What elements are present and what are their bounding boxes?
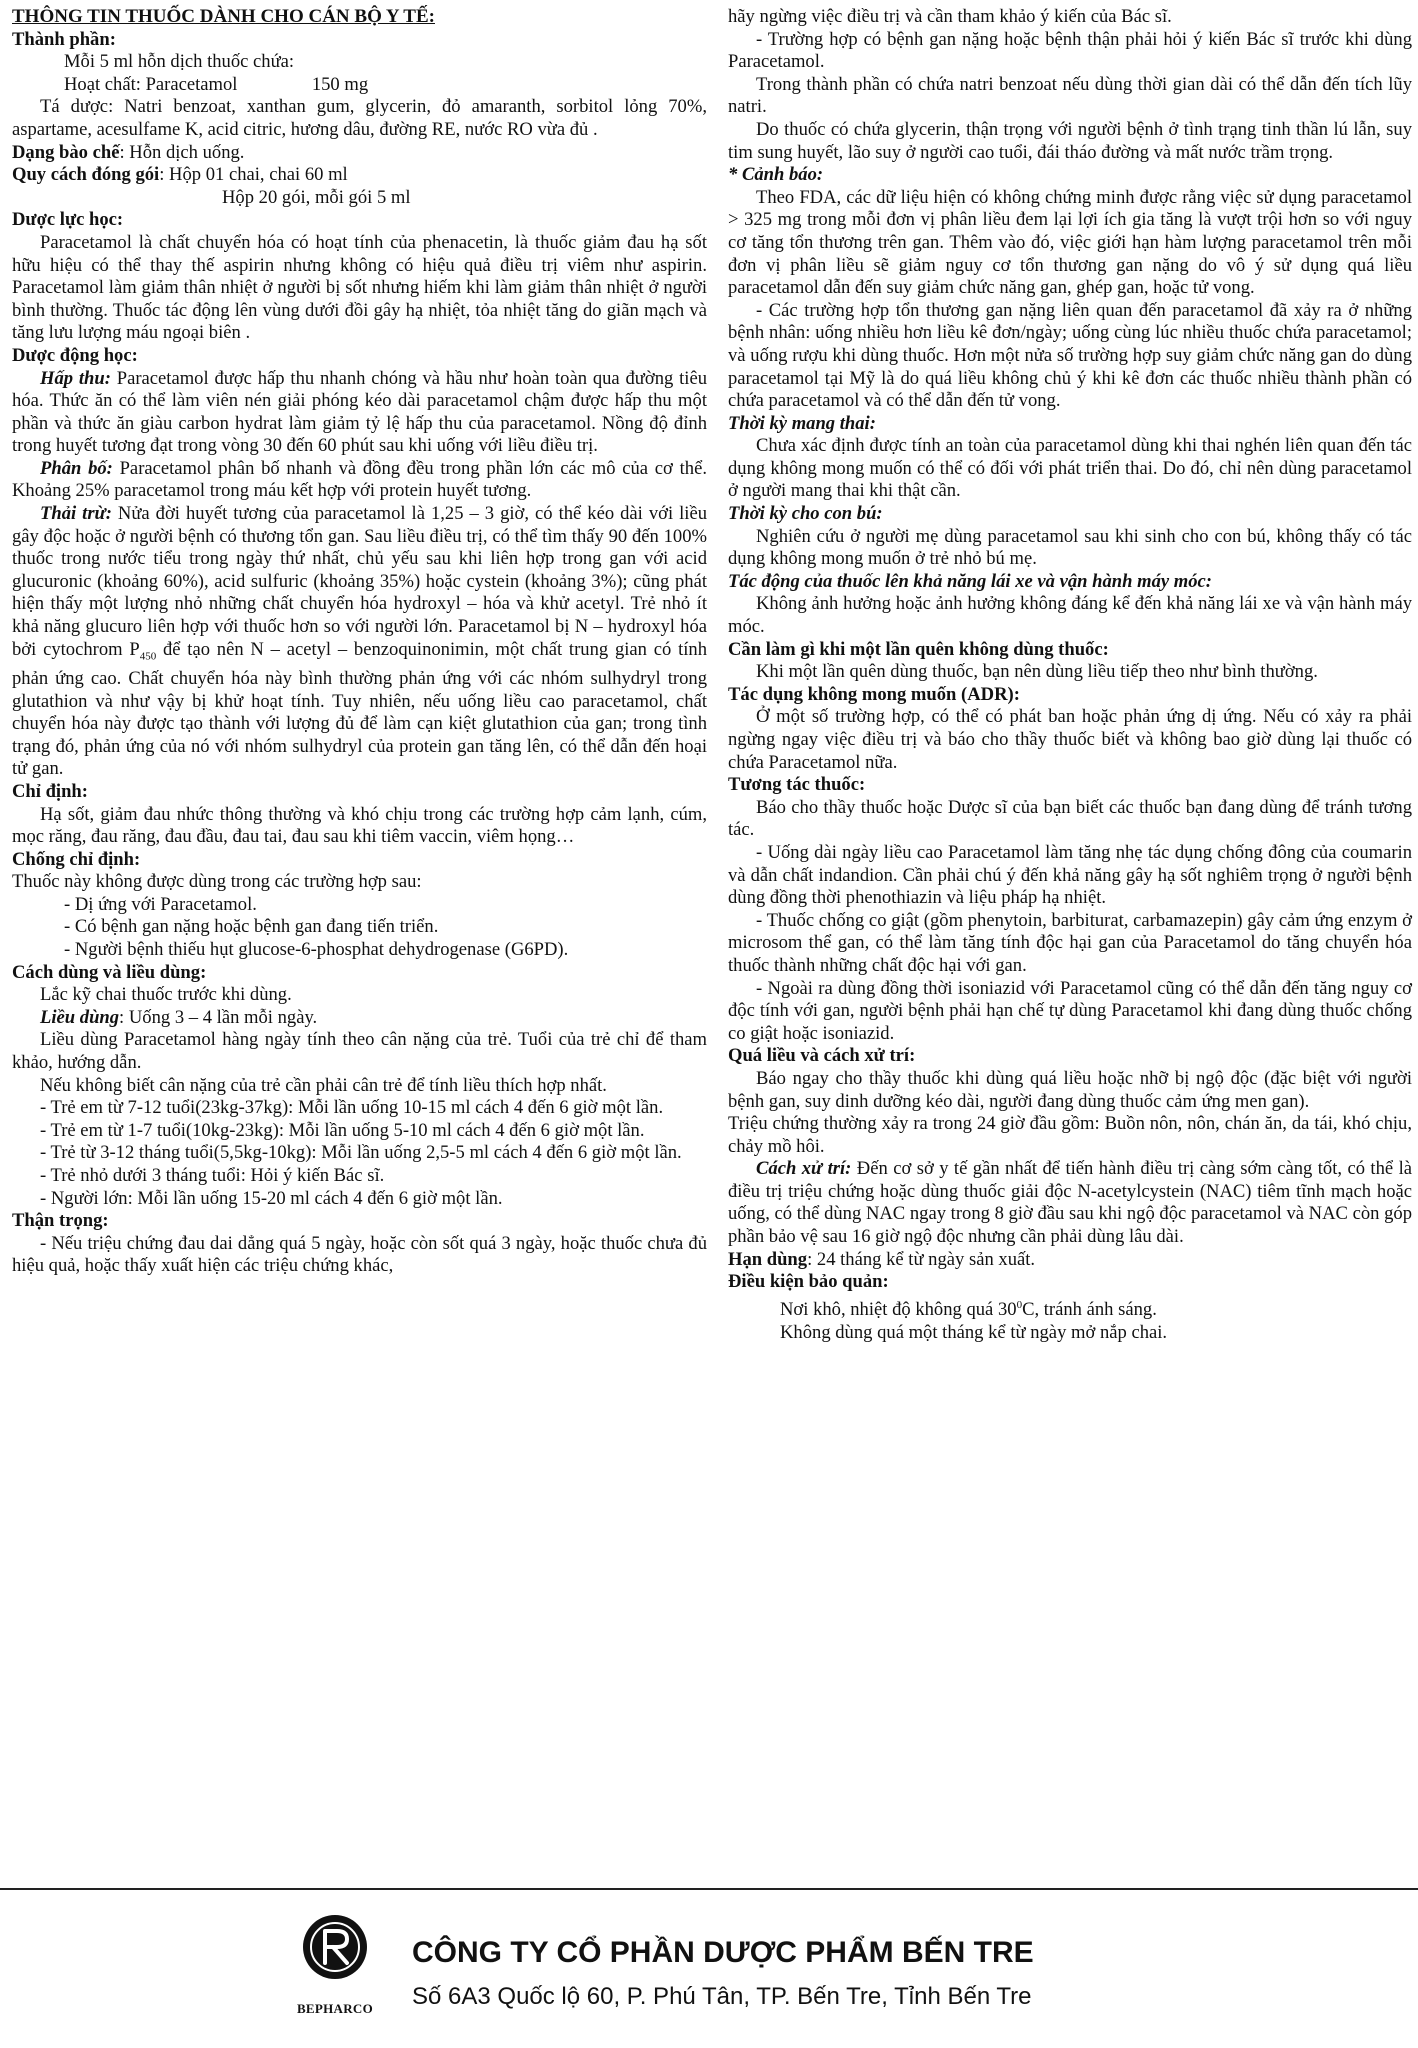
precautions-text: - Nếu triệu chứng đau dai dẳng quá 5 ngày, hoặc còn sốt quá 3 ngày, hoặc thuốc chưa đủ hiệu quả, hoặc thấy xuất hiện các triệu chứng khác, (12, 1232, 707, 1277)
section-heading-mang-thai: Thời kỳ mang thai: (728, 412, 876, 434)
adr-text: Ở một số trường hợp, có thể có phát ban hoặc phản ứng dị ứng. Nếu có xảy ra phải ngừng ngay việc điều trị và báo cho thầy thuốc biết và không bao giờ dùng lại thuốc có chứa Paracetamol nữa. (728, 706, 1412, 773)
interaction-isoniazid: - Ngoài ra dùng đồng thời isoniazid với Paracetamol cũng có thể dẫn đến tăng nguy cơ độc tính với gan, người bệnh phải hạn chế tự dùng Paracetamol khi đang dùng thuốc chống co giật hoặc isoniazid. (728, 977, 1412, 1044)
company-name: CÔNG TY CỔ PHẦN DƯỢC PHẨM BẾN TRE (412, 1936, 1034, 1969)
warning-liver-cases: - Các trường hợp tổn thương gan nặng liên quan đến paracetamol đã xảy ra ở những bệnh nhân: uống nhiều hơn liều kê đơn/ngày; uống cùng lúc nhiều thuốc chứa paracetamol; và uống rượu khi dùng thuốc. Hơn một nửa số trường hợp suy giảm chức năng gan do dùng paracetamol tại Mỹ là do quá liều không chủ ý khi kê đơn các thuốc nhiều thành phần có chứa paracetamol và có thể dẫn đến tử vong. (728, 299, 1412, 412)
pharmacodynamics-text: Paracetamol là chất chuyển hóa có hoạt tính của phenacetin, là thuốc giảm đau hạ sốt hữu hiệu có thể thay thế aspirin nhưng không có hiệu quả điều trị viêm như aspirin. Paracetamol làm giảm thân nhiệt ở người bị sốt nhưng hiếm khi làm giảm thân nhiệt ở người bình thường. Thuốc tác động lên vùng dưới đồi gây hạ nhiệt, tỏa nhiệt tăng do giãn mạch và tăng lưu lượng máu ngoại biên . (12, 231, 707, 344)
missed-dose-text: Khi một lần quên dùng thuốc, bạn nên dùng liều tiếp theo như bình thường. (756, 661, 1318, 683)
section-heading-adr: Tác dụng không mong muốn (ADR): (728, 683, 1020, 705)
interaction-anticonvulsants: - Thuốc chống co giật (gồm phenytoin, barbiturat, carbamazepin) gây cảm ứng enzym ở microsom thể gan, có thể làm tăng tính độc hại gan của Paracetamol do tăng chuyển hóa thuốc thành những chất độc hại với gan. (728, 909, 1412, 976)
section-heading-canh-bao: * Cảnh báo: (728, 164, 824, 186)
section-heading-lai-xe: Tác động của thuốc lên khả năng lái xe và vận hành máy móc: (728, 570, 1212, 592)
dose-item: - Người lớn: Mỗi lần uống 15-20 ml cách 4 đến 6 giờ một lần. (40, 1187, 503, 1209)
dose-item: - Trẻ từ 3-12 tháng tuổi(5,5kg-10kg): Mỗi lần uống 2,5-5 ml cách 4 đến 6 giờ một lần. (40, 1142, 682, 1164)
section-heading-chi-dinh: Chỉ định: (12, 780, 88, 802)
overdose-report: Báo ngay cho thầy thuốc khi dùng quá liều hoặc nhỡ bị ngộ độc (đặc biệt với người bệnh gan, suy dinh dưỡng kéo dài, người đang dùng thuốc cảm ứng men gan). (728, 1067, 1412, 1112)
interaction-coumarin: - Uống dài ngày liều cao Paracetamol làm tăng nhẹ tác dụng chống đông của coumarin và dẫn chất indandion. Cần phải chú ý đến khả năng gây hạ sốt nghiêm trọng ở người bệnh dùng đồng thời phenothiazin và liệu pháp hạ nhiệt. (728, 841, 1412, 909)
composition-intro: Mỗi 5 ml hỗn dịch thuốc chứa: (64, 51, 295, 73)
indications-text: Hạ sốt, giảm đau nhức thông thường và khó chịu trong các trường hợp cảm lạnh, cúm, mọc răng, đau răng, đau đầu, đau tai, đau sau khi tiêm vaccin, viêm họng… (12, 803, 707, 848)
lactation-text: Nghiên cứu ở người mẹ dùng paracetamol sau khi sinh cho con bú, không thấy có tác dụng không mong muốn ở trẻ nhỏ bú mẹ. (728, 525, 1412, 570)
precaution-liver-kidney: - Trường hợp có bệnh gan nặng hoặc bệnh thận phải hỏi ý kiến Bác sĩ trước khi dùng Paracetamol. (728, 28, 1412, 73)
overdose-treatment: Cách xử trí: Đến cơ sở y tế gần nhất để tiến hành điều trị càng sớm càng tốt, có thể là điều trị triệu chứng hoặc dùng thuốc giải độc N-acetylcystein (NAC) tiêm tĩnh mạch hoặc uống, có thể dùng NAC ngay trong 8 giờ đầu sau khi ngộ độc paracetamol và NAC còn góp phần bảo vệ sau 16 giờ ngộ độc nhưng cần phải dùng lâu dài. (728, 1158, 1412, 1248)
footer-divider (0, 1888, 1418, 1890)
interactions-intro: Báo cho thầy thuốc hoặc Dược sĩ của bạn biết các thuốc bạn đang dùng để tránh tương tác. (728, 796, 1412, 841)
elimination-paragraph: Thải trừ: Nửa đời huyết tương của paracetamol là 1,25 – 3 giờ, có thể kéo dài với liều gây độc hoặc ở người bệnh có thương tổn gan. Sau liều điều trị, có thể tìm thấy 90 đến 100% thuốc trong nước tiểu trong ngày thứ nhất, chủ yếu sau khi liên hợp trong gan với acid glucuronic (khoảng 60%), acid sulfuric (khoảng 35%) hoặc cystein (khoảng 3%); cũng phát hiện thấy một lượng nhỏ những chất chuyển hóa hydroxyl – hóa và khử acetyl. Trẻ nhỏ ít khả năng glucuro liên hợp với thuốc hơn so với người lớn. Paracetamol bị N – hydroxyl hóa bởi cytochrom $P_{450}$ để tạo nên N – acetyl – benzoquinonimin, một chất trung gian có tính phản ứng cao. Chất chuyển hóa này bình thường phản ứng với các nhóm sulhydryl trong glutathion và như vậy bị khử hoạt tính. Tuy nhiên, nếu uống liều cao paracetamol, chất chuyển hóa này được tạo thành với lượng đủ để làm cạn kiệt glutathion của gan; trong tình trạng đó, phản ứng của nó với nhóm sulhydryl của protein gan tăng lên, có thể dẫn đến hoại tử gan. (12, 503, 708, 780)
storage-temperature: Nơi khô, nhiệt độ không quá $30^0C$, tránh ánh sáng. (780, 1298, 1157, 1321)
contraindications-intro: Thuốc này không được dùng trong các trường hợp sau: (12, 871, 422, 893)
precaution-glycerin: Do thuốc có chứa glycerin, thận trọng với người bệnh ở tình trạng tinh thần lú lẫn, suy tim sung huyết, lão suy ở người cao tuổi, đái tháo đường và mất nước trầm trọng. (728, 118, 1412, 163)
dose-item: - Trẻ em từ 1-7 tuổi(10kg-23kg): Mỗi lần uống 5-10 ml cách 4 đến 6 giờ một lần. (40, 1119, 645, 1141)
section-heading-tuong-tac: Tương tác thuốc: (728, 774, 866, 796)
section-heading-cach-dung: Cách dùng và liều dùng: (12, 961, 207, 983)
section-heading-qua-lieu: Quá liều và cách xử trí: (728, 1045, 916, 1067)
section-heading-thanh-phan: Thành phần: (12, 28, 116, 50)
left-column (12, 6, 707, 1278)
excipients: Tá dược: Natri benzoat, xanthan gum, glycerin, đỏ amaranth, sorbitol lỏng 70%, aspartame, acesulfame K, acid citric, hương dâu, đường RE, nước RO vừa đủ . (12, 96, 707, 140)
shake-instruction: Lắc kỹ chai thuốc trước khi dùng. (40, 984, 292, 1006)
shelf-life: Hạn dùng: 24 tháng kể từ ngày sản xuất. (728, 1248, 1036, 1270)
contraindication-item: - Người bệnh thiếu hụt glucose-6-phosphat dehydrogenase (G6PD). (64, 939, 569, 961)
contraindication-item: - Có bệnh gan nặng hoặc bệnh gan đang tiến triển. (64, 916, 439, 938)
active-ingredient: Hoạt chất: Paracetamol 150 mg (64, 73, 369, 95)
packaging: Quy cách đóng gói: Hộp 01 chai, chai 60 ml (12, 164, 348, 186)
dose-frequency: Liều dùng: Uống 3 – 4 lần mỗi ngày. (40, 1006, 318, 1028)
section-heading-than-trong: Thận trọng: (12, 1210, 109, 1232)
section-heading-chong-chi-dinh: Chống chỉ định: (12, 848, 141, 870)
pregnancy-text: Chưa xác định được tính an toàn của paracetamol dùng khi thai nghén liên quan đến tác dụng không mong muốn có thể có đối với phát triển thai. Do đó, chỉ nên dùng paracetamol ở người mang thai khi thật cần. (728, 435, 1412, 502)
company-address: Số 6A3 Quốc lộ 60, P. Phú Tân, TP. Bến Tre, Tỉnh Bến Tre (412, 1983, 1032, 2010)
section-heading-bao-quan: Điều kiện bảo quản: (728, 1271, 889, 1293)
section-heading-duoc-luc-hoc: Dược lực học: (12, 209, 124, 231)
section-heading-quen-thuoc: Cần làm gì khi một lần quên không dùng thuốc: (728, 638, 1109, 660)
distribution-paragraph: Phân bố: Paracetamol phân bố nhanh và đồng đều trong phần lớn các mô của cơ thể. Khoảng 25% paracetamol trong máu kết hợp với protein huyết tương. (12, 457, 707, 502)
precaution-sodium: Trong thành phần có chứa natri benzoat nếu dùng thời gian dài có thể dẫn đến tích lũy natri. (728, 73, 1412, 118)
dose-by-weight: Liều dùng Paracetamol hàng ngày tính theo cân nặng của trẻ. Tuổi của trẻ chỉ để tham khảo, hướng dẫn. (12, 1029, 707, 1074)
storage-after-opening: Không dùng quá một tháng kể từ ngày mở nắp chai. (780, 1321, 1168, 1343)
dose-item: - Trẻ em từ 7-12 tuổi(23kg-37kg): Mỗi lần uống 10-15 ml cách 4 đến 6 giờ một lần. (40, 1097, 664, 1119)
document-title: THÔNG TIN THUỐC DÀNH CHO CÁN BỘ Y TẾ: (12, 6, 435, 27)
right-column (728, 6, 1412, 1344)
warning-fda: Theo FDA, các dữ liệu hiện có không chứng minh được rằng việc sử dụng paracetamol > 325 mg trong mỗi đơn vị phân liều đem lại lợi ích gia tăng là vượt trội hơn so với nguy cơ tăng tổn thương trên gan. Thêm vào đó, việc giới hạn hàm lượng paracetamol trên mỗi đơn vị phân liều sẽ giảm nguy cơ tổn thương gan nặng do vô ý sử dụng quá liều paracetamol dẫn đến suy giảm chức năng gan, ghép gan, hoặc tử vong. (728, 186, 1412, 299)
absorption-paragraph: Hấp thu: Paracetamol được hấp thu nhanh chóng và hầu như hoàn toàn qua đường tiêu hóa. Thức ăn có thể làm viên nén giải phóng kéo dài paracetamol chậm được hấp thu một phần và thức ăn giàu carbon hydrat làm giảm tỷ lệ hấp thu của paracetamol. Nồng độ đỉnh trong huyết tương đạt trong vòng 30 đến 60 phút sau khi uống với liều điều trị. (12, 367, 707, 457)
section-heading-cho-con-bu: Thời kỳ cho con bú: (728, 503, 883, 525)
dosage-form: Dạng bào chế: Hỗn dịch uống. (12, 141, 245, 163)
footer (0, 1893, 1418, 2048)
section-heading-duoc-dong-hoc: Dược động học: (12, 344, 138, 366)
bepharco-logo-icon (303, 1915, 367, 1979)
driving-text: Không ảnh hưởng hoặc ảnh hưởng không đáng kể đến khả năng lái xe và vận hành máy móc. (728, 593, 1412, 638)
contraindication-item: - Dị ứng với Paracetamol. (64, 893, 257, 915)
overdose-symptoms: Triệu chứng thường xảy ra trong 24 giờ đầu gồm: Buồn nôn, nôn, chán ăn, da tái, khó chịu, chảy mồ hôi. (728, 1113, 1412, 1157)
dose-item: - Trẻ nhỏ dưới 3 tháng tuổi: Hỏi ý kiến Bác sĩ. (40, 1165, 385, 1186)
packaging-line-2: Hộp 20 gói, mỗi gói 5 ml (222, 186, 411, 208)
precautions-continued: hãy ngừng việc điều trị và cần tham khảo ý kiến của Bác sĩ. (728, 6, 1172, 27)
dose-weigh-note: Nếu không biết cân nặng của trẻ cần phải cân trẻ để tính liều thích hợp nhất. (40, 1074, 607, 1096)
logo-wordmark: BEPHARCO (296, 2001, 374, 2016)
company-logo (285, 1915, 385, 2035)
